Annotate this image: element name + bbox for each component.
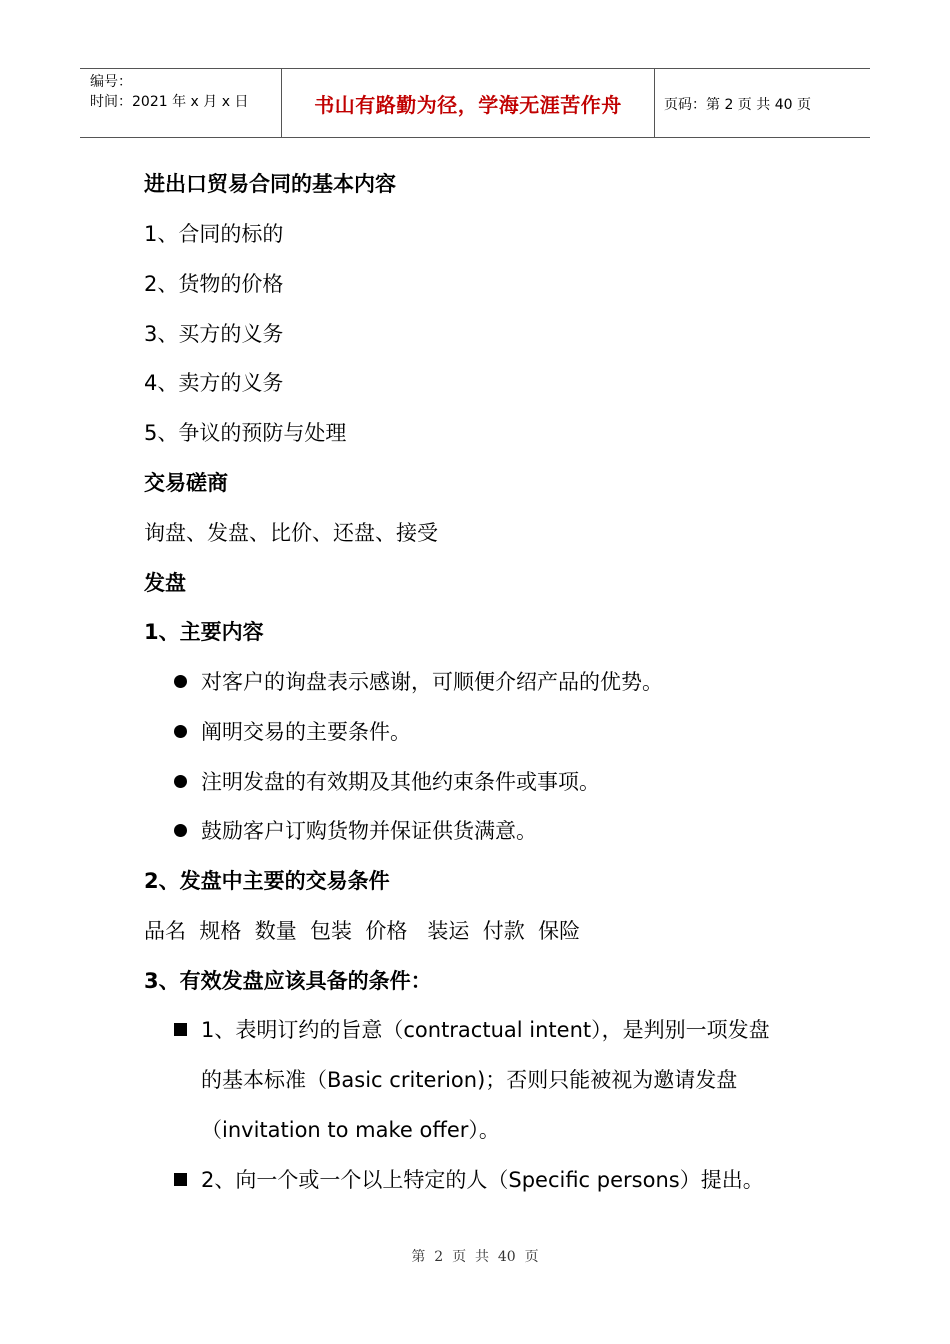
negotiation-steps: 询盘、发盘、比价、还盘、接受 [144,521,438,545]
header-page-cell [655,69,870,137]
bullet-text: 对客户的询盘表示感谢，可顺便介绍产品的优势。 [201,670,663,694]
bullet-text: 阐明交易的主要条件。 [201,720,411,744]
terms-heading: 2、发盘中主要的交易条件 [144,869,390,893]
contract-item-4: 4、卖方的义务 [144,371,284,395]
header-motto-cell [282,69,655,137]
bullet-item [174,768,600,796]
header-page-info: 页码：第 2 页 共 40 页 [664,97,811,113]
main-content-heading: 1、主要内容 [144,620,264,644]
square-bullet-icon [174,1173,187,1186]
number-label: 编号： [90,74,132,90]
valid-offer-item1-line2: 的基本标准（Basic criterion)；否则只能被视为邀请发盘 [201,1068,738,1092]
contract-item-3: 3、买方的义务 [144,322,284,346]
document-title: 进出口贸易合同的基本内容 [144,172,396,196]
contract-item-5: 5、争议的预防与处理 [144,421,347,445]
square-bullet-icon [174,1023,187,1036]
header-info-cell [80,69,282,137]
bullet-dot-icon [174,824,187,837]
time-label: 时间：2021 年 x 月 x 日 [90,94,249,110]
bullet-item [174,668,663,696]
negotiation-heading: 交易磋商 [144,471,228,495]
bullet-dot-icon [174,775,187,788]
bullet-item [174,718,411,746]
terms-list: 品名 规格 数量 包装 价格 装运 付款 保险 [144,919,581,943]
bullet-item [174,817,537,845]
contract-item-2: 2、货物的价格 [144,272,284,296]
motto: 书山有路勤为径，学海无涯苦作舟 [314,93,622,117]
bullet-dot-icon [174,675,187,688]
valid-offer-heading: 3、有效发盘应该具备的条件： [144,969,432,993]
contract-item-1: 1、合同的标的 [144,222,284,246]
page-header [80,68,870,138]
bullet-text: 注明发盘的有效期及其他约束条件或事项。 [201,770,600,794]
square-bullet-item [174,1166,764,1194]
valid-offer-item1-line3: （invitation to make offer）。 [201,1118,500,1142]
square-bullet-item [174,1016,770,1044]
valid-offer-item2: 2、向一个或一个以上特定的人（Specific persons）提出。 [201,1168,764,1192]
bullet-text: 鼓励客户订购货物并保证供货满意。 [201,819,537,843]
bullet-dot-icon [174,725,187,738]
offer-heading: 发盘 [144,571,186,595]
valid-offer-item1-line1: 1、表明订约的旨意（contractual intent），是判别一项发盘 [201,1018,770,1042]
page-footer: 第 2 页 共 40 页 [411,1249,539,1265]
